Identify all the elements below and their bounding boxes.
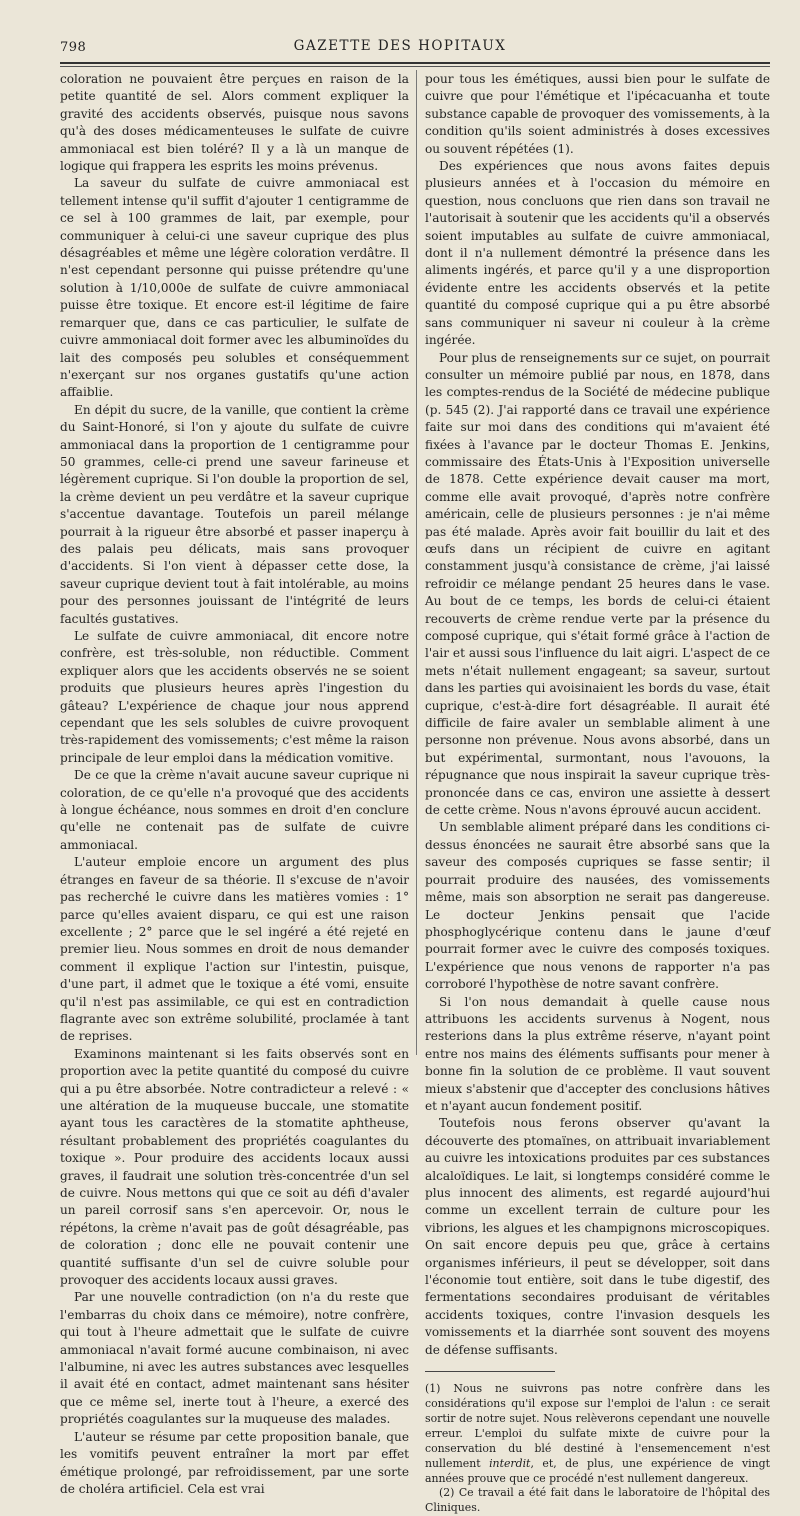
- paragraph: L'auteur se résume par cette proposition banale, que les vomitifs peuvent entraîner la mort par effet émétique prolongé, par refroidissement, par une sorte de choléra artificiel. Cela est vrai: [60, 1429, 409, 1496]
- paragraph: En dépit du sucre, de la vanille, que contient la crème du Saint-Honoré, si l'on y ajoute du sulfate de cuivre ammoniacal dans la proportion de 1 centigramme pour 50 grammes, celle-ci prend une saveur farineuse et légèrement cuprique. Si l'on double la proportion de sel, la crème devient un peu verdâtre et la saveur cuprique s'accentue davantage. Toutefois un pareil mélange pourrait à la rigueur être absorbé et passer inaperçu à des palais peu délicats, mais sans provoquer d'accidents. Si l'on vient à dépasser cette dose, la saveur cuprique devient tout à fait intolérable, au moins pour des personnes jouissant de l'intégrité de leurs facultés gustatives.: [60, 402, 409, 626]
- paragraph: Le sulfate de cuivre ammoniacal, dit encore notre confrère, est très-soluble, non réductible. Comment expliquer alors que les accidents observés ne se soient produits que plusieurs heures après l'ingestion du gâteau? L'expérience de chaque jour nous apprend cependant que les sels solubles de cuivre provoquent très-rapidement des vomissements; c'est même la raison principale de leur emploi dans la médication vomitive.: [60, 629, 409, 765]
- page-number: 798: [60, 40, 87, 55]
- header-rule-thin: [60, 66, 770, 67]
- header-rule-thick: [60, 62, 770, 64]
- paragraph: Un semblable aliment préparé dans les conditions ci-dessus énoncées ne saurait être absorbé sans que la saveur des composés cupriques se fasse sentir; il pourrait produire des nausées, des vomissements même, mais son absorption ne serait pas dangereuse. Le docteur Jenkins pensait que l'acide phosphoglycérique contenu dans le jaune d'œuf pourrait former avec le cuivre des composés toxiques. L'expérience que nous venons de rapporter n'a pas corroboré l'hypothèse de notre savant confrère.: [425, 820, 770, 992]
- paragraph: Des expériences que nous avons faites depuis plusieurs années et à l'occasion du mémoire en question, nous concluons que rien dans son travail ne l'autorisait à soutenir que les accidents qu'il a observés soient imputables au sulfate de cuivre ammoniacal, dont il n'a nullement démontré la présence dans les aliments ingérés, et parce qu'il y a une disproportion évidente entre les accidents observés et la petite quantité du composé cuprique qui a pu être absorbé sans communiquer ni saveur ni couleur à la crème ingérée.: [425, 159, 770, 348]
- footnote-1-italic: interdit: [489, 1456, 531, 1470]
- footnote-1-text: (1) Nous ne suivrons pas notre confrère dans les considérations qu'il expose sur l'emploi de l'alun : ce serait sortir de notre sujet. Nous relèverons cependant une nouvelle erreur. L'emploi du sulfate mixte de cuivre pour la conservation du blé destiné à l'ensemencement n'est nullement: [425, 1382, 770, 1470]
- paragraph: La saveur du sulfate de cuivre ammoniacal est tellement intense qu'il suffit d'ajouter 1 centigramme de ce sel à 100 grammes de lait, par exemple, pour communiquer à celui-ci une saveur cuprique des plus désagréables et même une légère coloration verdâtre. Il n'est cependant personne qui puisse prétendre qu'une solution à 1/10,000e de sulfate de cuivre ammoniacal puisse être toxique. Et encore est-il légitime de faire remarquer que, dans ce cas particulier, le sulfate de cuivre ammoniacal doit former avec les albuminoïdes du lait des composés peu solubles et conséquemment n'exerçant sur nos organes gustatifs qu'une action affaiblie.: [60, 176, 409, 400]
- footnote-2: (2) Ce travail a été fait dans le laboratoire de l'hôpital des Cliniques.: [425, 1486, 770, 1515]
- paragraph: L'auteur emploie encore un argument des plus étranges en faveur de sa théorie. Il s'excuse de n'avoir pas recherché le cuivre dans les matières vomies : 1° parce qu'elles avaient disparu, ce qui est une raison excellente ; 2° parce que le sel ingéré a été rejeté en premier lieu. Nous sommes en droit de nous demander comment il explique l'action sur l'intestin, puisque, d'une part, il admet que le toxique a été vomi, ensuite qu'il n'est pas assimilable, ce qui est en contradiction flagrante avec son extrême solubilité, proclamée à tant de reprises.: [60, 855, 409, 1044]
- journal-title: GAZETTE DES HOPITAUX: [293, 38, 507, 54]
- column-divider: [416, 70, 417, 1055]
- left-column: [60, 71, 409, 1498]
- paragraph: pour tous les émétiques, aussi bien pour le sulfate de cuivre que pour l'émétique et l'ipécacuanha et toute substance capable de provoquer des vomissements, à la condition qu'ils soient administrés à doses excessives ou souvent répétées (1).: [425, 72, 770, 156]
- paragraph: Toutefois nous ferons observer qu'avant la découverte des ptomaïnes, on attribuait invariablement au cuivre les intoxications produites par ces substances alcaloïdiques. Le lait, si longtemps considéré comme le plus innocent des aliments, est regardé aujourd'hui comme un excellent terrain de culture pour les vibrions, les algues et les champignons microscopiques. On sait encore depuis peu que, grâce à certains organismes inférieurs, il peut se développer, soit dans l'économie tout entière, soit dans le tube digestif, des fermentations secondaires produisant de véritables accidents toxiques, contre l'invasion desquels les vomissements et la diarrhée sont souvent des moyens de défense suffisants.: [425, 1116, 770, 1357]
- page-header: [0, 38, 800, 62]
- paragraph: De ce que la crème n'avait aucune saveur cuprique ni coloration, de ce qu'elle n'a provoqué que des accidents à longue échéance, nous sommes en droit d'en conclure qu'elle ne contenait pas de sulfate de cuivre ammoniacal.: [60, 768, 409, 852]
- paragraph: Pour plus de renseignements sur ce sujet, on pourrait consulter un mémoire publié par nous, en 1878, dans les comptes-rendus de la Société de médecine publique (p. 545 (2). J'ai rapporté dans ce travail une expérience faite sur moi dans des conditions qui m'avaient été fixées à l'avance par le docteur Thomas E. Jenkins, commissaire des États-Unis à l'Exposition universelle de 1878. Cette expérience devait causer ma mort, comme elle avait provoqué, d'après notre confrère américain, celle de plusieurs personnes : je n'ai même pas été malade. Après avoir fait bouillir du lait et des œufs dans un récipient de cuivre en agitant constamment jusqu'à consistance de crème, j'ai laissé refroidir ce mélange pendant 25 heures dans le vase. Au bout de ce temps, les bords de celui-ci étaient recouverts de crème rendue verte par la présence du composé cuprique, qui s'était formé grâce à l'action de l'air et aussi sous l'influence du lait aigri. L'aspect de ce mets n'était nullement engageant; sa saveur, surtout dans les parties qui avoisinaient les bords du vase, était cuprique, c'est-à-dire fort désagréable. Il aurait été difficile de faire avaler un semblable aliment à une personne non prévenue. Nous avons absorbé, dans un but expérimental, surmontant, nous l'avouons, la répugnance que nous inspirait la saveur cuprique très-prononcée dans ce cas, environ une assiette à dessert de cette crème. Nous n'avons éprouvé aucun accident.: [425, 350, 770, 818]
- footnote-1-text-end: , et, de plus, une expérience de vingt années prouve que ce procédé n'est nullement dangereux.: [425, 1456, 770, 1485]
- footnote-rule: [425, 1371, 555, 1372]
- paragraph: Par une nouvelle contradiction (on n'a du reste que l'embarras du choix dans ce mémoire), notre confrère, qui tout à l'heure admettait que le sulfate de cuivre ammoniacal n'avait formé aucune combinaison, ni avec l'albumine, ni avec les autres substances avec lesquelles il avait été en contact, admet maintenant sans hésiter que ce même sel, inerte tout à l'heure, a exercé des propriétés coagulantes sur la muqueuse des malades.: [60, 1290, 409, 1427]
- paragraph: coloration ne pouvaient être perçues en raison de la petite quantité de sel. Alors comment expliquer la gravité des accidents observés, puisque nous savons qu'à des doses médicamenteuses le sulfate de cuivre ammoniacal est bien toléré? Il y a là un manque de logique qui frappera les esprits les moins prévenus.: [60, 72, 409, 174]
- paragraph: Si l'on nous demandait à quelle cause nous attribuons les accidents survenus à Nogent, nous resterions dans la plus extrême réserve, n'ayant point entre nos mains des éléments suffisants pour mener à bonne fin la solution de ce problème. Il vaut souvent mieux s'abstenir que d'accepter des conclusions hâtives et n'ayant aucun fondement positif.: [425, 994, 770, 1113]
- footnotes: [425, 1382, 770, 1516]
- paragraph: Examinons maintenant si les faits observés sont en proportion avec la petite quantité du composé du cuivre qui a pu être absorbée. Notre contradicteur a relevé : « une altération de la muqueuse buccale, une stomatite ayant tous les caractères de la stomatite aphtheuse, résultant probablement des propriétés coagulantes du toxique ». Pour produire des accidents locaux aussi graves, il faudrait une solution très-concentrée d'un sel de cuivre. Nous mettons qui que ce soit au défi d'avaler un pareil corrosif sans s'en apercevoir. Or, nous le répétons, la crème n'avait pas de goût désagréable, pas de coloration ; donc elle ne pouvait contenir une quantité suffisante d'un sel de cuivre soluble pour provoquer des accidents locaux aussi graves.: [60, 1046, 409, 1288]
- right-column: [425, 71, 770, 1516]
- footnote-1: [425, 1382, 770, 1486]
